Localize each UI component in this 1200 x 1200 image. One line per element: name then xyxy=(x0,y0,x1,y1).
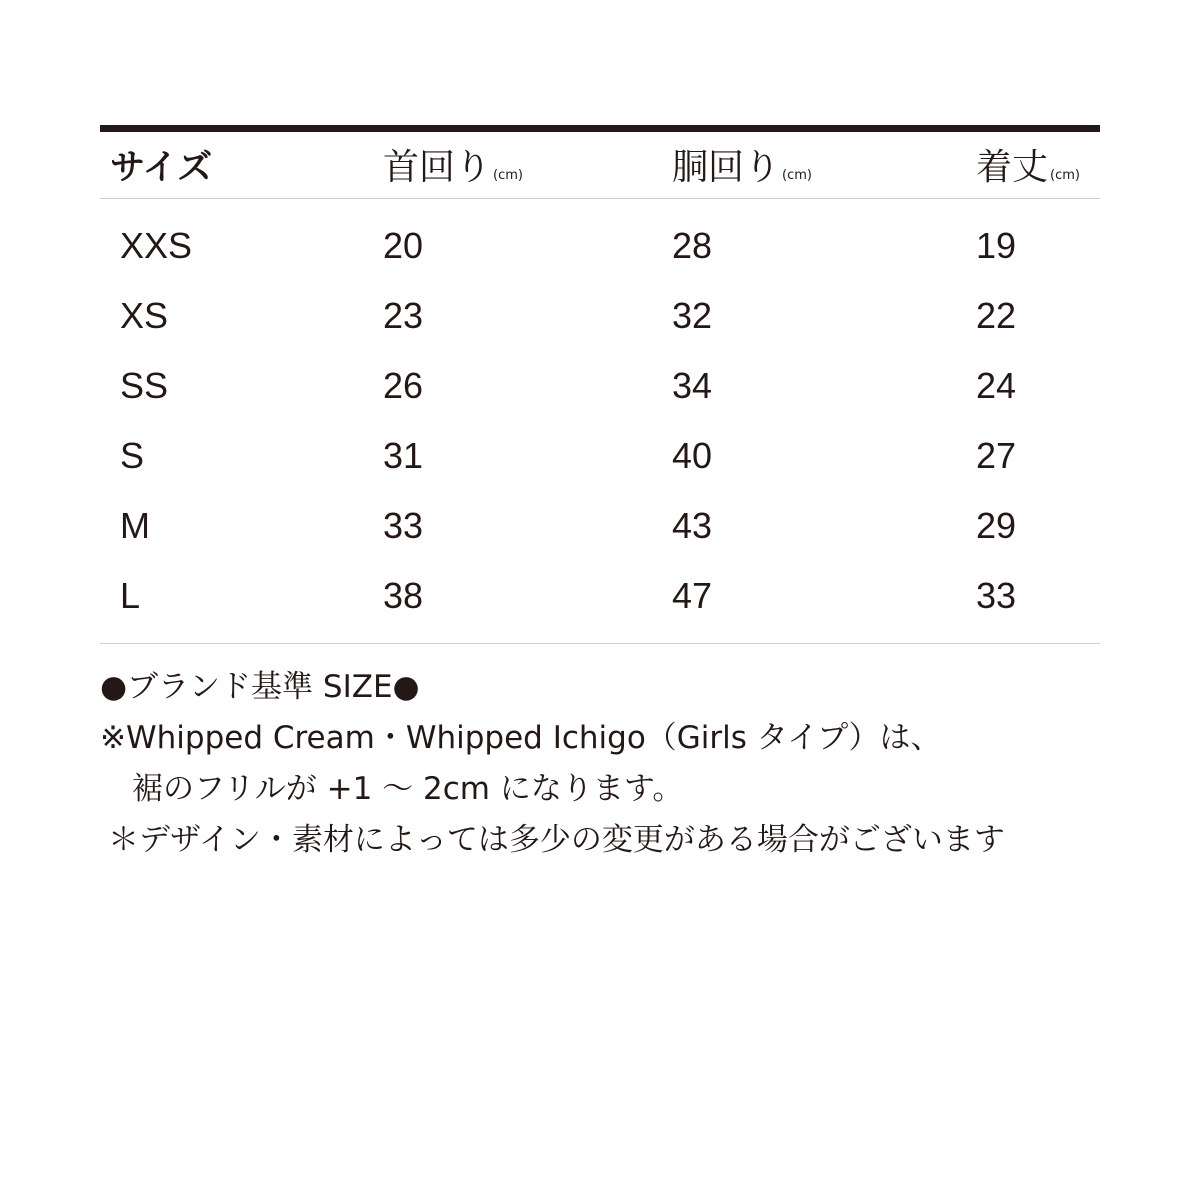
cell-neck: 20 xyxy=(383,225,424,266)
cell-length: 33 xyxy=(976,575,1017,616)
table-row xyxy=(100,491,1100,561)
cell-chest: 47 xyxy=(672,575,713,616)
cell-size: SS xyxy=(120,365,169,406)
header-chest xyxy=(672,146,812,198)
cell-neck: 23 xyxy=(383,295,424,336)
cell-length: 22 xyxy=(976,295,1017,336)
header-neck-label: 首回り xyxy=(383,147,492,188)
cell-size: S xyxy=(120,435,145,476)
header-length-unit: (cm) xyxy=(1050,168,1080,183)
frill-note: 裾のフリルが +1 〜 2cm になります。 xyxy=(132,771,684,807)
cell-neck: 38 xyxy=(383,575,424,616)
cell-chest: 43 xyxy=(672,505,713,546)
cell-chest: 34 xyxy=(672,365,713,406)
header-size xyxy=(110,146,212,190)
cell-chest: 28 xyxy=(672,225,713,266)
table-row xyxy=(100,421,1100,491)
brand-standard-note: ●ブランド基準 SIZE● xyxy=(100,669,420,705)
cell-size: XS xyxy=(120,295,169,336)
table-row xyxy=(100,281,1100,351)
cell-size: L xyxy=(120,575,141,616)
cell-length: 24 xyxy=(976,365,1017,406)
header-size-label: サイズ xyxy=(110,148,213,188)
header-neck xyxy=(383,146,523,198)
girls-type-note: ※Whipped Cream・Whipped Ichigo（Girls タイプ）は、 xyxy=(100,720,942,756)
table-row xyxy=(100,351,1100,421)
header-neck-unit: (cm) xyxy=(493,168,523,183)
table-body xyxy=(100,199,1100,644)
header-length xyxy=(976,146,1080,198)
cell-length: 29 xyxy=(976,505,1017,546)
cell-chest: 40 xyxy=(672,435,713,476)
table-row xyxy=(100,561,1100,631)
cell-size: M xyxy=(120,505,150,546)
design-change-note: ＊デザイン・素材によっては多少の変更がある場合がございます xyxy=(108,822,1005,858)
size-table xyxy=(100,125,1100,644)
size-notes xyxy=(100,662,1100,866)
cell-neck: 33 xyxy=(383,505,424,546)
table-header-row xyxy=(100,132,1100,199)
header-length-label: 着丈 xyxy=(976,147,1049,188)
cell-chest: 32 xyxy=(672,295,713,336)
table-row xyxy=(100,211,1100,281)
header-chest-unit: (cm) xyxy=(782,168,812,183)
cell-neck: 31 xyxy=(383,435,424,476)
cell-length: 27 xyxy=(976,435,1017,476)
cell-neck: 26 xyxy=(383,365,424,406)
header-chest-label: 胴回り xyxy=(672,147,781,188)
cell-size: XXS xyxy=(120,225,193,266)
cell-length: 19 xyxy=(976,225,1017,266)
